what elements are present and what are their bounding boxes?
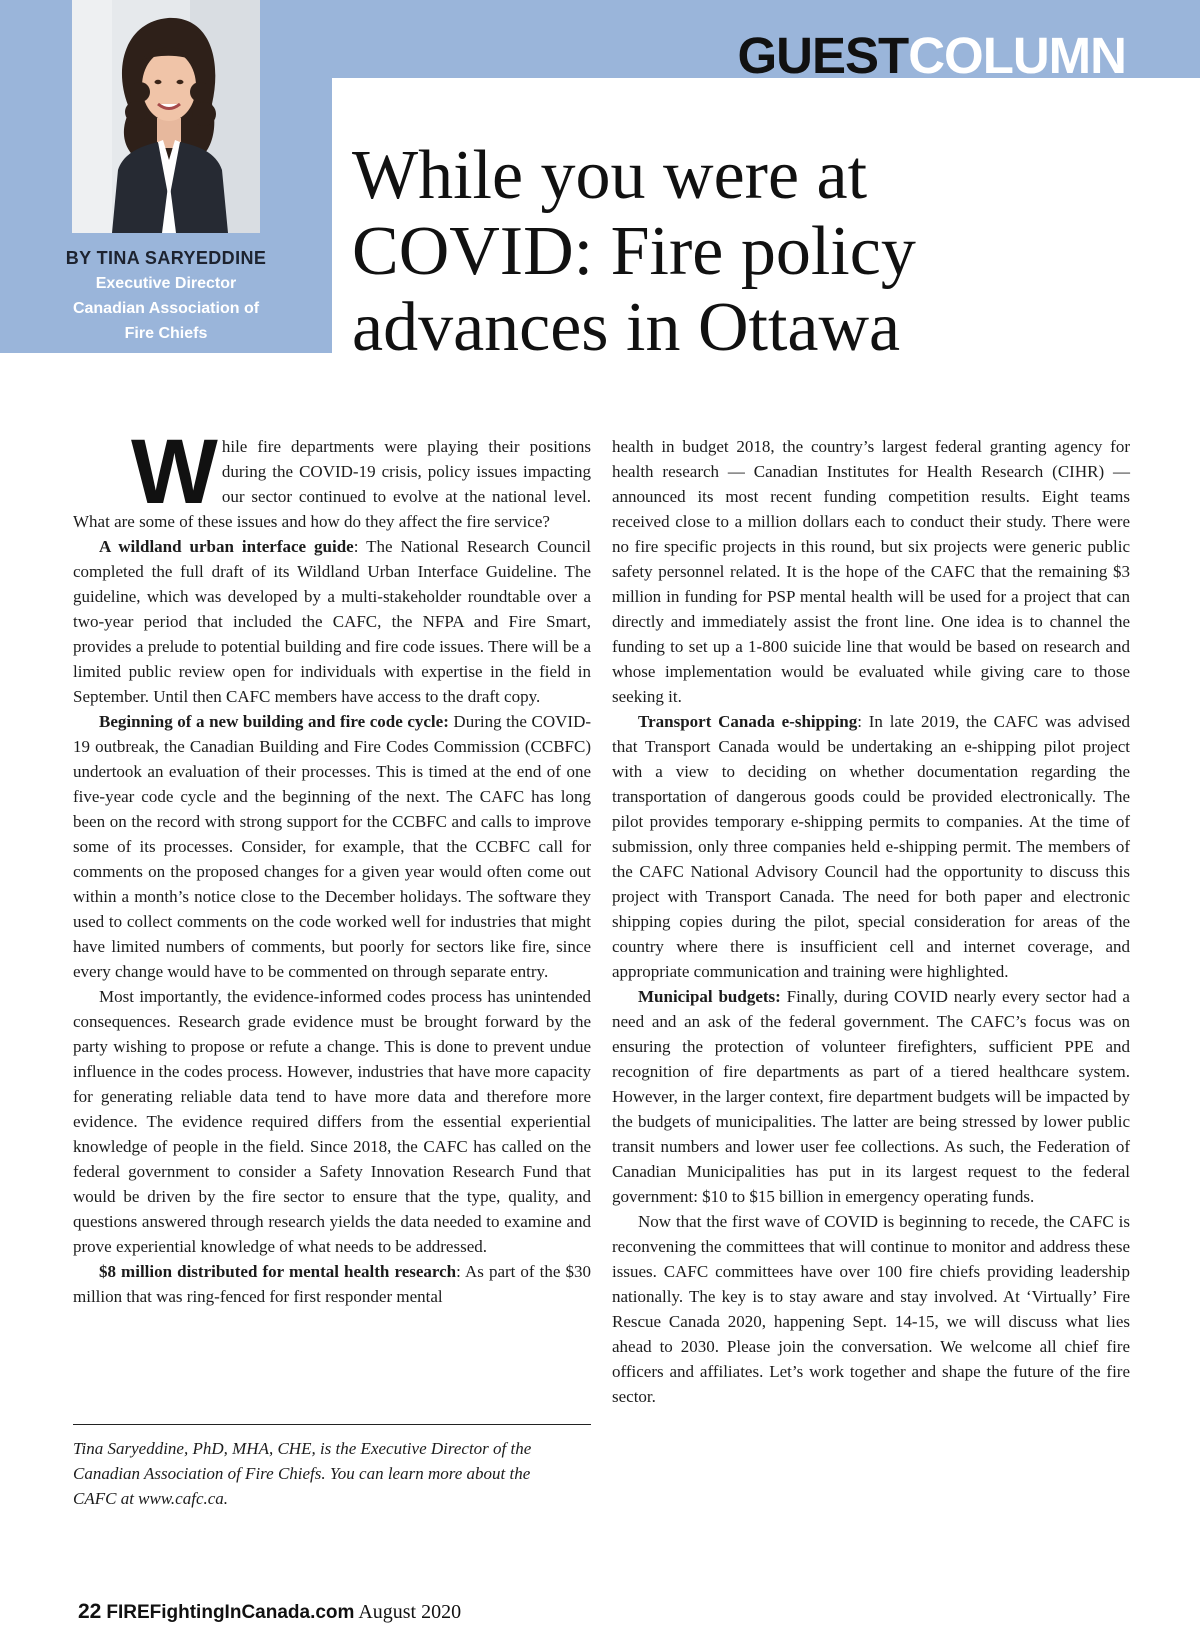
section-kicker [737,27,1127,84]
intro-paragraph [73,421,591,534]
transport-heading: Transport Canada e-shipping [638,712,858,731]
drop-cap: W [131,421,218,523]
wui-text: : The National Research Council completed the full draft of its Wildland Urban Interface Guideline. The guideline, which was developed by a multi-stakeholder roundtable over a two-year period that included the CAFC, the NFPA and Fire Smart, provides a prelude to potential building and fire code issues. There will be a limited public review open for individuals with expertise in the field in September. Until then CAFC members have access to the draft copy. [73,537,591,706]
mental-health-text-start: : As part of the $30 million that was ring-fenced for first responder mental [73,1262,591,1306]
author-bio: Tina Saryeddine, PhD, MHA, CHE, is the Executive Director of the Canadian Association of Fire Chiefs. You can learn more about the CAFC at www.cafc.ca. [73,1439,532,1508]
article-column-right [612,434,1130,1409]
codes-text: During the COVID-19 outbreak, the Canadian Building and Fire Codes Commission (CCBFC) undertook an evaluation of their processes. This is timed at the end of one five-year code cycle and the beginning of the next. The CAFC has long been on the record with strong support for the CCBFC and calls to improve some of its processes. Consider, for example, that the CCBFC call for comments on the proposed changes for a given year would often come out within a month’s notice close to the December holidays. The software they used to collect comments on the code worked well for industries that might have limited numbers of comments, but poorly for sectors like fire, since every change would have to be commented on through separate entry. [73,712,592,981]
headline-line-1: While you were at [352,137,868,214]
municipal-paragraph [612,984,1130,1209]
issue-date: August 2020 [358,1601,462,1623]
kicker-column: COLUMN [908,27,1126,84]
author-panel [0,0,332,353]
closing-paragraph: Now that the first wave of COVID is beginning to recede, the CAFC is reconvening the committees that will continue to monitor and address these issues. CAFC committees have over 100 fire chiefs providing leadership nationally. The key is to stay aware and stay involved. At ‘Virtually’ Fire Rescue Canada 2020, happening Sept. 14-15, we will discuss what lies ahead to 2030. Please join the conversation. We welcome all chief fire officers and affiliates. Let’s work together and shape the future of the fire sector. [612,1212,1130,1406]
wui-heading: A wildland urban interface guide [99,537,354,556]
mental-health-continued: health in budget 2018, the country’s largest federal granting agency for health research — Canadian Institutes for Health Research (CIHR) — announced its most recent funding competition results. Eight teams received close to a million dollars each to conduct their study. There were no fire specific projects in this round, but six projects were generic public safety personnel related. It is the hope of the CAFC that the remaining $3 million in funding for PSP mental health will be used for a project that can directly and immediately assist the front line. One idea is to channel the funding to set up a 1-800 suicide line that would be based on research and whose implementation would be evaluated while giving care to those seeking it. [612,437,1130,706]
page-footer [78,1600,461,1625]
kicker-guest: GUEST [737,27,909,84]
bio-divider [73,1424,591,1425]
author-role-line-1: Executive Director [95,275,237,292]
transport-text: : In late 2019, the CAFC was advised that Transport Canada would be undertaking an e-shipping pilot project with a view to deciding on whether documentation regarding the transportation of dangerous goods could be provided electronically. The pilot provides temporary e-shipping permits to companies. At the time of submission, only three companies held e-shipping permit. The members of the CAFC National Advisory Council had the opportunity to discuss this project with Transport Canada. The need for both paper and electronic shipping copies during the pilot, special consideration for areas of the country where there is insufficient cell and internet coverage, and appropriate communication and training were highlighted. [612,712,1130,981]
author-name: BY TINA SARYEDDINE [65,248,267,268]
author-photo [72,0,260,233]
codes-heading: Beginning of a new building and fire code cycle: [99,712,449,731]
mental-health-heading: $8 million distributed for mental health research [99,1262,457,1281]
page-number: 22 [78,1600,102,1623]
article-column-left [73,421,592,1309]
municipal-text: Finally, during COVID nearly every sector had a need and an ask of the federal government. The CAFC’s focus was on ensuring the protection of volunteer firefighters, sufficient PPE and recognition of fire departments as part of a tiered healthcare system. However, in the larger context, fire department budgets will be impacted by the budgets of municipalities. The latter are being stressed by lower public transit numbers and lower user fee collections. As such, the Federation of Canadian Municipalities has put in its largest request to the federal government: $10 to $15 billion in emergency operating funds. [612,987,1130,1206]
mental-health-paragraph [73,1259,591,1309]
codes-paragraph [73,709,591,984]
intro-text: hile fire departments were playing their positions during the COVID-19 crisis, policy issues impacting our sector continued to evolve at the national level. What are some of these issues and how do they affect the fire service? [73,437,591,531]
headline-line-2: COVID: Fire policy [352,213,916,290]
transport-paragraph [612,709,1130,984]
author-role-line-3: Fire Chiefs [124,325,208,342]
publication-name: FIREFightingInCanada.com [106,1602,355,1623]
article-headline [352,138,1152,366]
author-byline [0,245,332,346]
headline-line-3: advances in Ottawa [352,289,901,366]
wui-paragraph [73,534,591,709]
evidence-paragraph: Most importantly, the evidence-informed codes process has unintended consequences. Research grade evidence must be brought forward by the party wishing to propose or refute a change. This is done to prevent undue influence in the codes process. However, industries that have more capacity for generating reliable data tend to have more data and therefore more evidence. The evidence required differs from the essential experiential knowledge of people in the field. Since 2018, the CAFC has called on the federal government to consider a Safety Innovation Research Fund that would be driven by the fire sector to ensure that the type, quality, and questions answered through research yields the data needed to examine and prove experiential knowledge of what needs to be addressed. [73,987,591,1256]
author-role-line-2: Canadian Association of [72,300,260,317]
municipal-heading: Municipal budgets: [638,987,781,1006]
